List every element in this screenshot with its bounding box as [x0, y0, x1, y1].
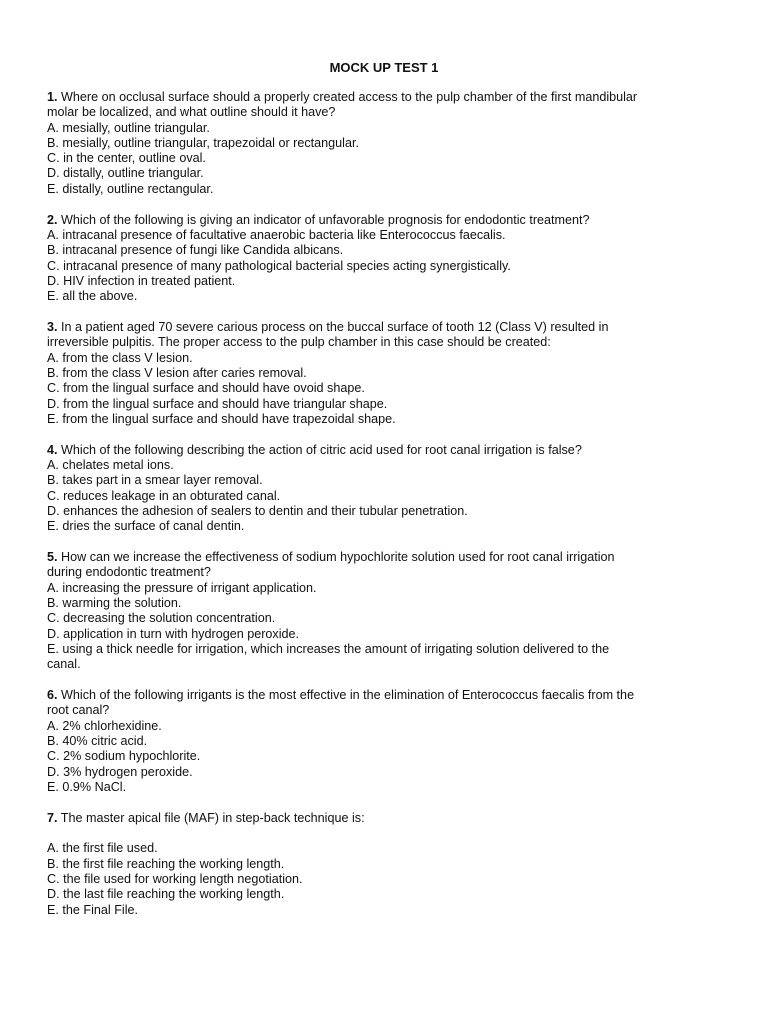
answer-option: A. from the class V lesion. [47, 350, 193, 365]
answer-option: D. distally, outline triangular. [47, 166, 204, 181]
answer-options [47, 228, 727, 304]
question-text: In a patient aged 70 severe carious process on the buccal surface of tooth 12 (Class V) resulted in irreversible pulpitis. The proper access to the pulp chamber in this case should be created: [47, 320, 609, 350]
answer-option: B. the first file reaching the working length. [47, 856, 285, 871]
question-stem [47, 811, 727, 826]
question-5 [47, 550, 727, 672]
answer-option: A. intracanal presence of facultative anaerobic bacteria like Enterococcus faecalis. [47, 227, 506, 242]
answer-option: A. chelates metal ions. [47, 458, 174, 473]
answer-option: E. using a thick needle for irrigation, which increases the amount of irrigating solution delivered to the canal. [47, 641, 610, 672]
answer-option: C. from the lingual surface and should have ovoid shape. [47, 381, 365, 396]
question-text: The master apical file (MAF) in step-back technique is: [60, 810, 365, 825]
answer-options [47, 841, 727, 917]
question-4 [47, 443, 727, 535]
answer-option: E. 0.9% NaCl. [47, 779, 127, 794]
answer-options [47, 719, 727, 795]
answer-options [47, 121, 727, 197]
question-number: 3. [47, 320, 58, 335]
answer-option: E. the Final File. [47, 902, 138, 917]
question-stem [47, 320, 727, 351]
answer-option: D. 3% hydrogen peroxide. [47, 764, 193, 779]
answer-option: E. from the lingual surface and should have trapezoidal shape. [47, 411, 396, 426]
question-stem [47, 213, 727, 228]
answer-options [47, 581, 727, 673]
question-6 [47, 688, 727, 795]
question-2 [47, 213, 727, 305]
question-number: 1. [47, 90, 58, 104]
answer-option: D. application in turn with hydrogen peroxide. [47, 626, 300, 641]
page-title: MOCK UP TEST 1 [329, 60, 439, 75]
question-stem [47, 550, 727, 581]
answer-option: C. intracanal presence of many pathological bacterial species acting synergistically. [47, 258, 511, 273]
answer-option: E. all the above. [47, 289, 138, 304]
question-stem [47, 688, 727, 719]
answer-option: D. from the lingual surface and should have triangular shape. [47, 396, 388, 411]
answer-option: D. the last file reaching the working length. [47, 887, 285, 902]
question-number: 2. [47, 212, 58, 227]
question-list [47, 90, 727, 933]
answer-options [47, 458, 727, 534]
answer-option: A. increasing the pressure of irrigant application. [47, 580, 317, 595]
question-1 [47, 90, 727, 197]
answer-option: C. the file used for working length negotiation. [47, 871, 303, 886]
answer-option: B. from the class V lesion after caries removal. [47, 365, 307, 380]
answer-option: E. dries the surface of canal dentin. [47, 519, 245, 534]
answer-option: C. reduces leakage in an obturated canal. [47, 488, 281, 503]
question-number: 5. [47, 550, 58, 565]
answer-option: D. HIV infection in treated patient. [47, 273, 236, 288]
question-3 [47, 320, 727, 427]
answer-option: B. intracanal presence of fungi like Candida albicans. [47, 243, 344, 258]
question-text: How can we increase the effectiveness of sodium hypochlorite solution used for root canal irrigation during endodontic treatment? [47, 550, 615, 580]
question-text: Which of the following is giving an indicator of unfavorable prognosis for endodontic treatment? [61, 212, 590, 227]
answer-option: B. takes part in a smear layer removal. [47, 473, 263, 488]
question-text: Which of the following describing the action of citric acid used for root canal irrigation is false? [61, 442, 582, 457]
answer-option: C. in the center, outline oval. [47, 151, 206, 166]
question-stem [47, 90, 727, 121]
question-number: 7. [47, 810, 58, 825]
question-text: Which of the following irrigants is the most effective in the elimination of Enterococcus faecalis from the root canal? [47, 688, 635, 718]
question-number: 4. [47, 442, 58, 457]
answer-option: B. warming the solution. [47, 595, 182, 610]
answer-option: B. 40% citric acid. [47, 733, 148, 748]
answer-option: B. mesially, outline triangular, trapezoidal or rectangular. [47, 135, 359, 150]
answer-option: E. distally, outline rectangular. [47, 181, 214, 196]
answer-option: A. mesially, outline triangular. [47, 120, 210, 135]
question-stem [47, 443, 727, 458]
answer-options [47, 351, 727, 427]
question-number: 6. [47, 688, 58, 703]
answer-option: A. the first file used. [47, 841, 158, 856]
answer-option: C. 2% sodium hypochlorite. [47, 749, 201, 764]
question-7 [47, 811, 727, 918]
answer-option: C. decreasing the solution concentration. [47, 611, 276, 626]
question-text: Where on occlusal surface should a properly created access to the pulp chamber of the first mandibular molar be localized, and what outline should it have? [47, 90, 638, 120]
answer-option: A. 2% chlorhexidine. [47, 718, 162, 733]
answer-option: D. enhances the adhesion of sealers to dentin and their tubular penetration. [47, 503, 468, 518]
